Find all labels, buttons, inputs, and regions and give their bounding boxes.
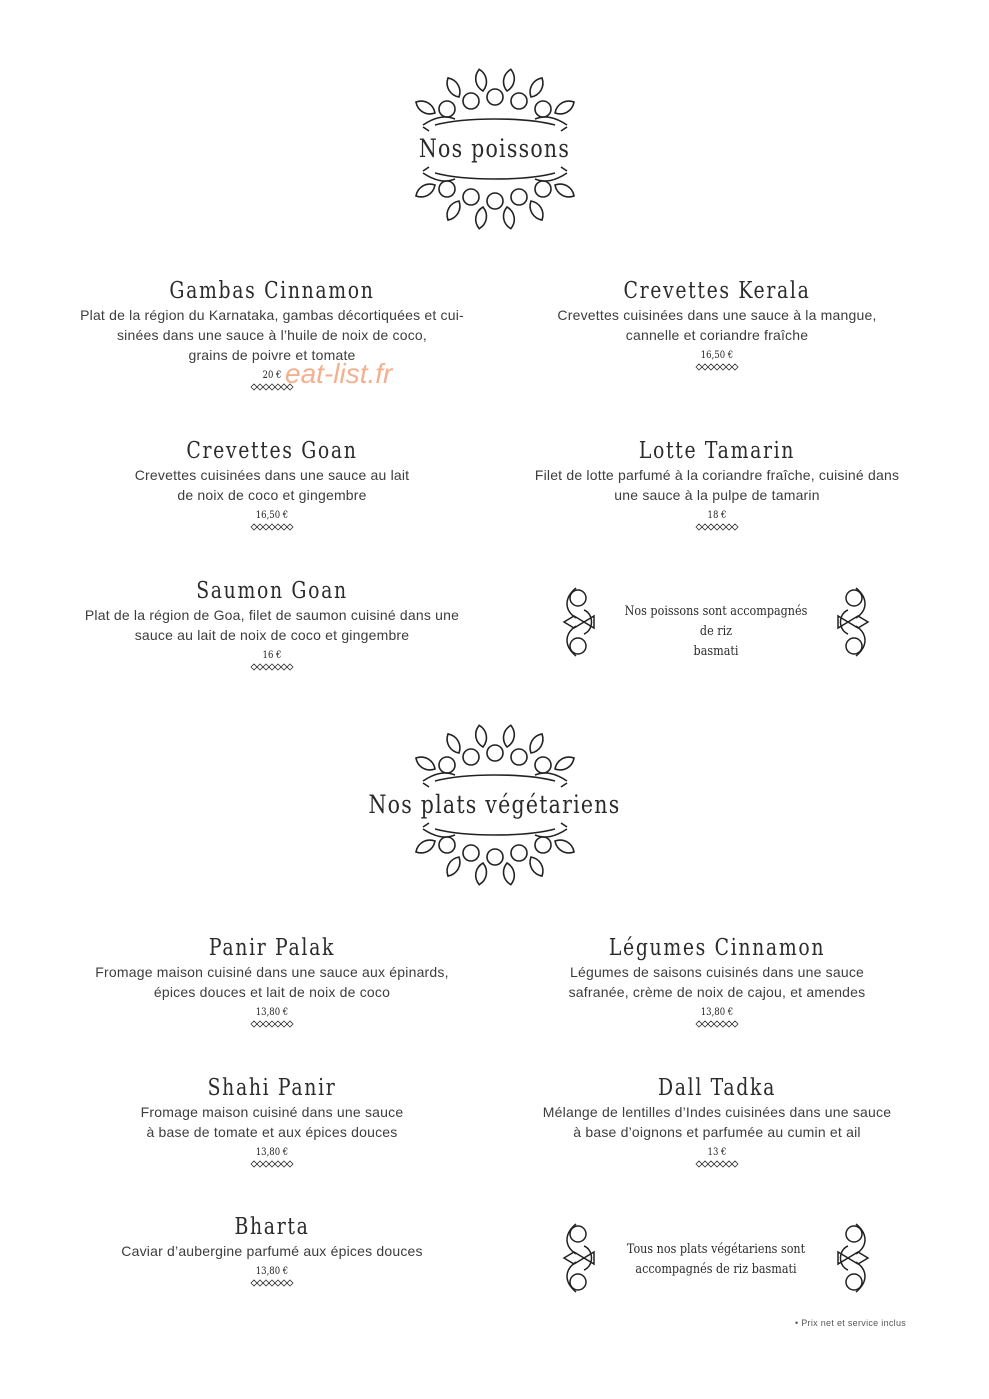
price-footnote: • Prix net et service inclus <box>795 1318 907 1328</box>
diamond-chain-icon <box>250 1279 294 1287</box>
fish-accompaniment-note <box>556 586 876 658</box>
diamond-chain-icon <box>250 523 294 531</box>
dish-price: 16 € <box>262 650 282 661</box>
dish-name: Shahi Panir <box>207 1075 337 1101</box>
dish-description: Filet de lotte parfumé à la coriandre fraîche, cuisiné dans une sauce à la pulpe de tamarin <box>534 467 900 503</box>
dish-price: 13,80 € <box>255 1007 289 1018</box>
section-title-fish: Nos poissons <box>418 134 571 163</box>
note-text: Nos poissons sont accompagnés de riz basmati <box>624 604 808 659</box>
diamond-chain-icon <box>250 663 294 671</box>
lotus-bracket-icon <box>556 1222 600 1294</box>
dish-price: 16,50 € <box>255 510 289 521</box>
dish-price: 13,80 € <box>700 1007 734 1018</box>
veg-accompaniment-note <box>556 1222 876 1294</box>
dish-description: Légumes de saisons cuisinés dans une sauce safranée, crème de noix de cajou, et amendes <box>568 964 866 1000</box>
dish-gambas-cinnamon <box>62 278 482 391</box>
dish-description: Mélange de lentilles d’Indes cuisinées dans une sauce à base d’oignons et parfumée au cumin et ail <box>542 1104 892 1140</box>
dish-panir-palak <box>62 935 482 1028</box>
dish-legumes-cinnamon <box>507 935 927 1028</box>
diamond-chain-icon <box>695 363 739 371</box>
diamond-chain-icon <box>250 1160 294 1168</box>
diamond-chain-icon <box>695 1160 739 1168</box>
diamond-chain-icon <box>695 523 739 531</box>
dish-name: Crevettes Goan <box>186 438 358 464</box>
dish-name: Légumes Cinnamon <box>608 935 826 961</box>
lotus-bracket-icon <box>832 586 876 658</box>
lotus-bracket-icon <box>832 1222 876 1294</box>
diamond-chain-icon <box>250 1020 294 1028</box>
dish-description: Crevettes cuisinées dans une sauce au lait de noix de coco et gingembre <box>134 467 410 503</box>
dish-crevettes-kerala <box>507 278 927 371</box>
dish-dall-tadka <box>497 1075 937 1168</box>
dish-description: Fromage maison cuisiné dans une sauce à base de tomate et aux épices douces <box>140 1104 404 1140</box>
dish-shahi-panir <box>62 1075 482 1168</box>
dish-name: Dall Tadka <box>658 1075 776 1101</box>
dish-price: 20 € <box>262 370 282 381</box>
dish-description: Plat de la région de Goa, filet de saumon cuisiné dans une sauce au lait de noix de coco et gingembre <box>84 607 460 643</box>
dish-name: Panir Palak <box>208 935 336 961</box>
dish-price: 13,80 € <box>255 1147 289 1158</box>
dish-description: Crevettes cuisinées dans une sauce à la mangue, cannelle et coriandre fraîche <box>557 307 877 343</box>
lotus-bracket-icon <box>556 586 600 658</box>
dish-price: 16,50 € <box>700 350 734 361</box>
dish-name: Lotte Tamarin <box>638 438 796 464</box>
dish-description: Plat de la région du Karnataka, gambas décortiquées et cui- sinées dans une sauce à l’huile de noix de coco, grains de poivre et tomate <box>80 307 464 363</box>
dish-lotte-tamarin <box>497 438 937 531</box>
dish-name: Saumon Goan <box>196 578 348 604</box>
dish-description: Fromage maison cuisiné dans une sauce aux épinards, épices douces et lait de noix de coco <box>95 964 449 1000</box>
dish-name: Gambas Cinnamon <box>169 278 375 304</box>
dish-description: Caviar d’aubergine parfumé aux épices douces <box>121 1243 423 1259</box>
dish-name: Crevettes Kerala <box>623 278 811 304</box>
dish-bharta <box>62 1214 482 1287</box>
dish-name: Bharta <box>234 1214 310 1240</box>
dish-price: 13,80 € <box>255 1266 289 1277</box>
watermark: eat-list.fr <box>285 358 393 389</box>
dish-price: 13 € <box>707 1147 727 1158</box>
diamond-chain-icon <box>695 1020 739 1028</box>
dish-price: 18 € <box>707 510 727 521</box>
note-text: Tous nos plats végétariens sont accompagnés de riz basmati <box>626 1242 806 1277</box>
dish-saumon-goan <box>62 578 482 671</box>
section-title-veg: Nos plats végétariens <box>368 790 621 819</box>
dish-crevettes-goan <box>62 438 482 531</box>
